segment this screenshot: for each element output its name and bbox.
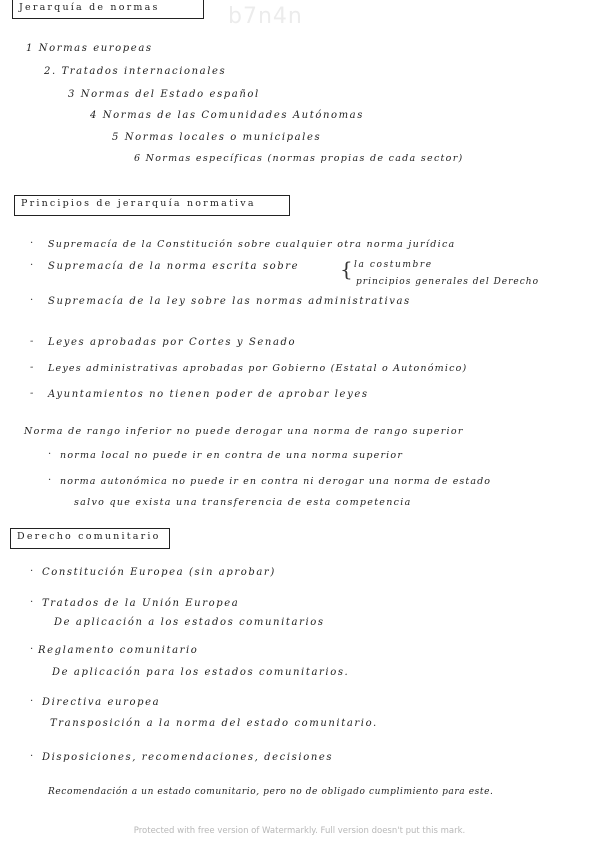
bullet-icon: ·: [30, 260, 34, 271]
list-item: 4 Normas de las Comunidades Autónomas: [90, 110, 364, 121]
list-item: Constitución Europea (sin aprobar): [42, 567, 276, 578]
list-item: Directiva europea: [42, 697, 161, 708]
list-item: Supremacía de la norma escrita sobre: [48, 261, 300, 272]
list-item: 1 Normas europeas: [26, 43, 153, 54]
section-title-derecho-comunitario: Derecho comunitario: [10, 528, 170, 549]
list-item: 3 Normas del Estado español: [68, 89, 260, 100]
list-item-detail: Transposición a la norma del estado comunitario.: [50, 718, 378, 729]
list-item: Disposiciones, recomendaciones, decisiones: [42, 752, 334, 763]
bullet-icon: ·: [30, 295, 34, 306]
list-item: Supremacía de la Constitución sobre cualquier otra norma jurídica: [48, 239, 456, 250]
list-item: principios generales del Derecho: [356, 277, 540, 287]
list-item: Tratados de la Unión Europea: [42, 598, 240, 609]
watermark-bottom: Protected with free version of Watermarkly. Full version doesn't put this mark.: [133, 826, 466, 836]
list-item: salvo que exista una transferencia de esta competencia: [74, 497, 412, 508]
list-item: norma local no puede ir en contra de una norma superior: [60, 450, 404, 461]
list-item-detail: Recomendación a un estado comunitario, pero no de obligado cumplimiento para este.: [48, 787, 494, 797]
section-title-jerarquia: Jerarquía de normas: [12, 0, 204, 19]
bullet-icon: ·: [30, 566, 34, 577]
list-item: 6 Normas específicas (normas propias de cada sector): [134, 153, 464, 164]
list-item: Leyes administrativas aprobadas por Gobierno (Estatal o Autonómico): [48, 363, 468, 374]
bullet-icon: ·: [30, 644, 34, 655]
bullet-icon: ·: [48, 449, 52, 460]
bullet-icon: ·: [48, 475, 52, 486]
bullet-icon: -: [30, 362, 34, 373]
bullet-icon: -: [30, 388, 34, 399]
bullet-icon: ·: [30, 597, 34, 608]
bullet-icon: -: [30, 336, 34, 347]
bullet-icon: ·: [30, 751, 34, 762]
list-item: Leyes aprobadas por Cortes y Senado: [48, 337, 297, 348]
list-item: norma autonómica no puede ir en contra ni derogar una norma de estado: [60, 476, 492, 487]
list-item: 2. Tratados internacionales: [44, 66, 227, 77]
bullet-icon: ·: [30, 696, 34, 707]
bullet-icon: ·: [30, 238, 34, 249]
list-item: Supremacía de la ley sobre las normas administrativas: [48, 296, 411, 307]
section-title-principios: Principios de jerarquía normativa: [14, 195, 290, 216]
list-item: la costumbre: [354, 260, 433, 270]
list-item-detail: De aplicación para los estados comunitarios.: [52, 667, 350, 678]
list-item: Ayuntamientos no tienen poder de aprobar leyes: [48, 389, 369, 400]
watermark-top: b7n4n: [228, 4, 303, 29]
brace-icon: {: [340, 257, 353, 281]
list-item-detail: De aplicación a los estados comunitarios: [54, 617, 325, 628]
list-item: 5 Normas locales o municipales: [112, 132, 322, 143]
list-item: Reglamento comunitario: [38, 645, 199, 656]
paragraph: Norma de rango inferior no puede derogar una norma de rango superior: [24, 426, 464, 437]
